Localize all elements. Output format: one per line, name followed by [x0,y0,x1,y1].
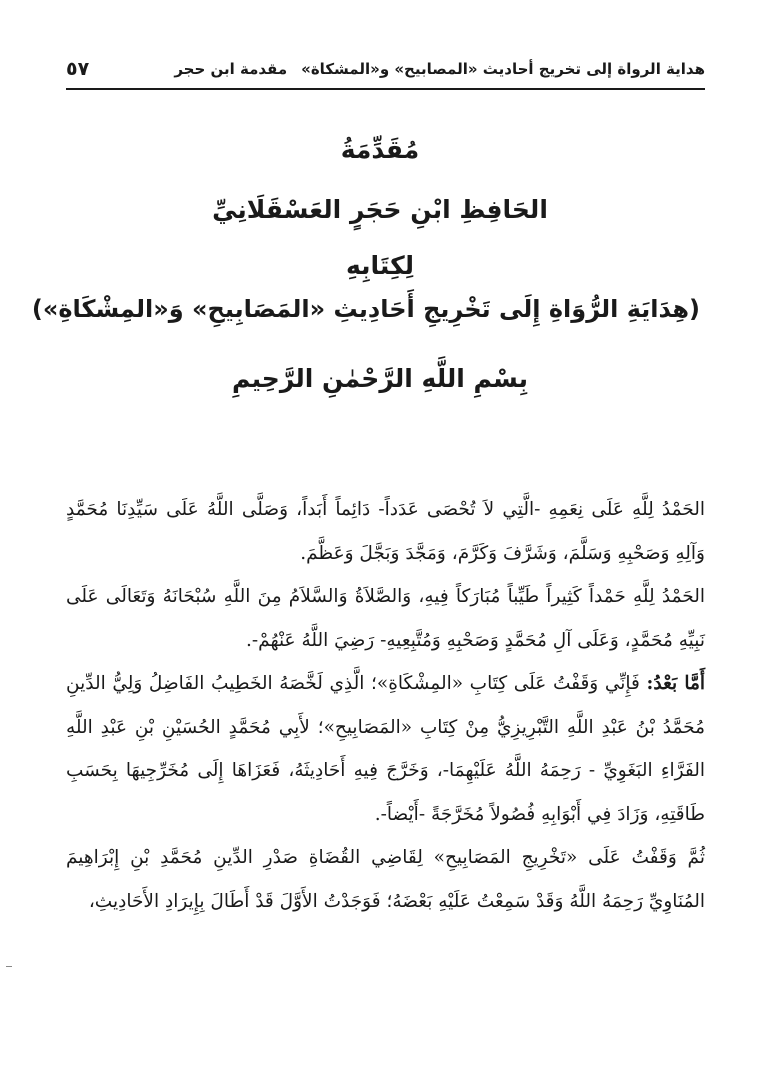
basmala: بِسْمِ اللَّهِ الرَّحْمٰنِ الرَّحِيمِ [232,363,528,393]
paragraph-2: الحَمْدُ لِلَّهِ حَمْداً كَثِيراً طَيِّباً مُبَارَكاً فِيهِ، وَالصَّلاَةُ وَالسَّلاَمُ مِنَ اللَّهِ سُبْحَانَهُ وَتَعَالَى عَلَى نَبِيِّهِ مُحَمَّدٍ، وَعَلَى آلِ مُحَمَّدٍ وَصَحْبِهِ وَمُتَّبِعِيهِ- رَضِيَ اللَّهُ عَنْهُمْ-. [66,586,705,651]
title-block [31,135,700,394]
scan-edge-mark [6,966,12,967]
title-for-book: لِكِتَابِهِ [345,251,415,280]
paragraph-4: ثُمَّ وَقَفْتُ عَلَى «تَخْرِيجِ المَصَابِيحِ» لِقَاضِي القُضَاةِ صَدْرِ الدِّينِ مُحَمَّدِ بْنِ إِبْرَاهِيمَ المُنَاوِيِّ رَحِمَهُ اللَّهُ وَقَدْ سَمِعْتُ عَلَيْهِ بَعْضَهُ؛ فَوَجَدْتُ الأَوَّلَ قَدْ أَطَالَ بِإِيرَادِ الأَحَادِيثِ، [66,847,705,912]
header-book-title: هداية الرواة إلى تخريج أحاديث «المصابيح» و«المشكاة» [301,60,705,78]
title-introduction: مُقَدِّمَةُ [340,135,420,164]
paragraph-3-lead: أَمَّا بَعْدُ: [646,673,706,694]
title-book-name: (هِدَايَةِ الرُّوَاةِ إِلَى تَخْرِيجِ أَحَادِيثِ «المَصَابِيحِ» وَ«المِشْكَاةِ») [31,295,700,323]
title-author: الحَافِظِ ابْنِ حَجَرٍ العَسْقَلَانِيِّ [212,195,548,224]
page-number: ٥٧ [66,58,90,80]
header-title [174,60,705,78]
running-header [66,52,705,90]
paragraph-3 [66,662,705,836]
paragraph-3-text: فَإِنِّي وَقَفْتُ عَلَى كِتَابِ «المِشْكَاةِ»؛ الَّذِي لَخَّصَهُ الخَطِيبُ الفَاضِلُ وَلِيُّ الدِّينِ مُحَمَّدُ بْنُ عَبْدِ اللَّهِ التَّبْرِيزِيُّ مِنْ كِتَابِ «المَصَابِيحِ»؛ لأَبِي مُحَمَّدٍ الحُسَيْنِ بْنِ عَبْدِ اللَّهِ الفَرَّاءِ البَغَوِيِّ - رَحِمَهُ اللَّهُ عَلَيْهِمَا-، وَخَرَّجَ فِيهِ أَحَادِيثَهُ، فَعَزَاهَا إِلَى مُخَرِّجِيهَا بِحَسَبِ طَاقَتِهِ، وَزَادَ فِي أَبْوَابِهِ فُصُولاً مُخَرَّجَةً -أَيْضاً-. [66,673,705,825]
body-text [66,488,705,923]
header-section-title: مقدمة ابن حجر [174,60,288,78]
paragraph-1: الحَمْدُ لِلَّهِ عَلَى نِعَمِهِ -الَّتِي لاَ تُحْصَى عَدَداً- دَائِماً أَبَداً، وَصَلَّى اللَّهُ عَلَى سَيِّدِنَا مُحَمَّدٍ وَآلِهِ وَصَحْبِهِ وَسَلَّمَ، وَشَرَّفَ وَكَرَّمَ، وَمَجَّدَ وَبَجَّلَ وَعَظَّمَ. [66,499,705,564]
